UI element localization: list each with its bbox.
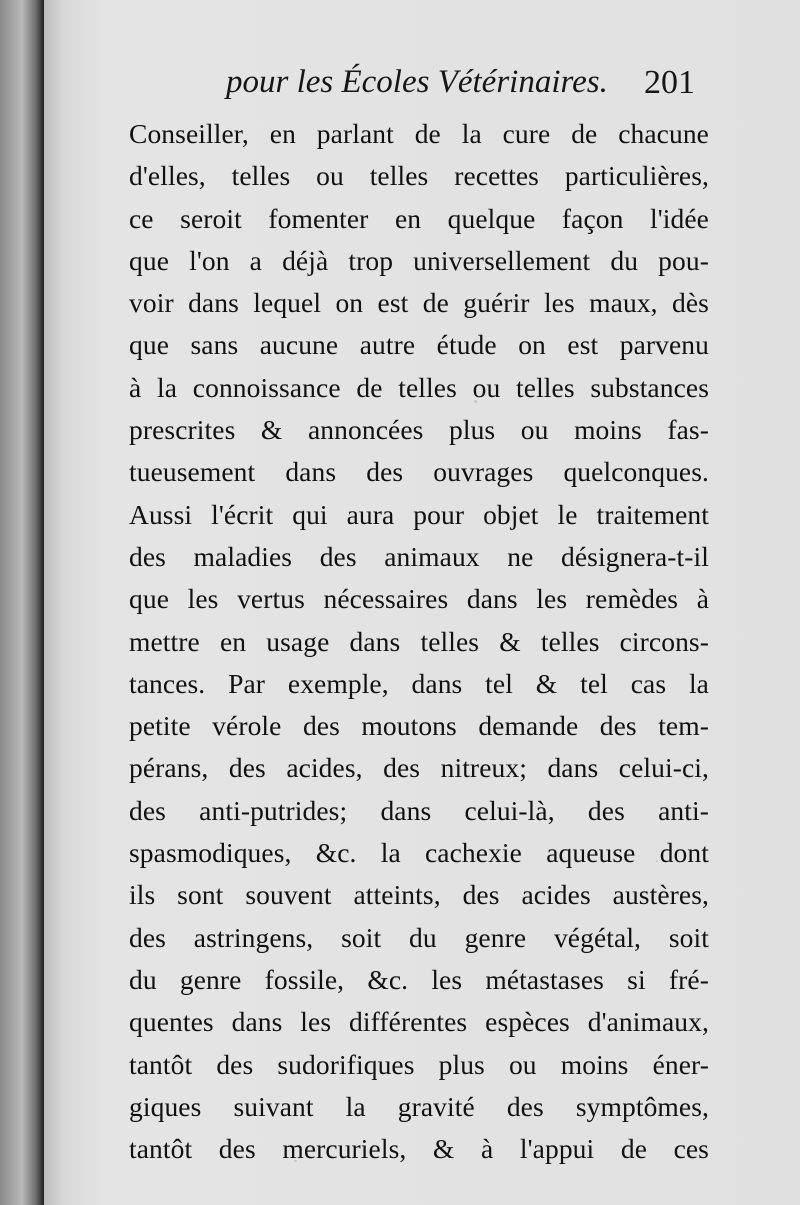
text-line: pérans, des acides, des nitreux; dans celui-ci,: [129, 752, 709, 784]
text-line: voir dans lequel on est de guérir les maux, dès: [129, 287, 709, 319]
text-line: d'elles, telles ou telles recettes particulières,: [129, 160, 709, 192]
book-page: [44, 0, 800, 1205]
text-line: tueusement dans des ouvrages quelconques.: [129, 456, 709, 488]
paper-speck: [474, 400, 477, 403]
text-line: tantôt des sudorifiques plus ou moins éner-: [129, 1048, 709, 1080]
text-line: des maladies des animaux ne désignera-t-il: [129, 540, 709, 572]
text-line: spasmodiques, &c. la cachexie aqueuse dont: [129, 837, 709, 869]
text-line: que les vertus nécessaires dans les remèdes à: [129, 583, 709, 615]
text-line: Aussi l'écrit qui aura pour objet le traitement: [129, 498, 709, 530]
text-line: des astringens, soit du genre végétal, soit: [129, 921, 709, 953]
page-number: 201: [644, 64, 695, 101]
text-line: prescrites & annoncées plus ou moins fas-: [129, 414, 709, 446]
text-line: petite vérole des moutons demande des tem-: [129, 710, 709, 742]
book-gutter: [0, 0, 44, 1205]
text-line: que l'on a déjà trop universellement du pou-: [129, 244, 709, 276]
text-line: Conseiller, en parlant de la cure de chacune: [129, 118, 709, 149]
text-line: mettre en usage dans telles & telles circons-: [129, 625, 709, 657]
body-text: [129, 113, 709, 1170]
text-line: quentes dans les différentes espèces d'animaux,: [129, 1006, 709, 1038]
text-line: giques suivant la gravité des symptômes,: [129, 1090, 709, 1122]
text-line: du genre fossile, &c. les métastases si fré-: [129, 963, 709, 995]
text-line: des anti-putrides; dans celui-là, des anti-: [129, 794, 709, 826]
text-line: que sans aucune autre étude on est parvenu: [129, 329, 709, 361]
text-line: tantôt des mercuriels, & à l'appui de ces: [129, 1133, 709, 1165]
paper-speck: [656, 860, 658, 862]
text-line: tances. Par exemple, dans tel & tel cas la: [129, 667, 709, 699]
paper-speck: [294, 1160, 297, 1162]
running-head: [44, 64, 800, 108]
text-line: à la connoissance de telles ou telles substances: [129, 371, 709, 403]
running-title: pour les Écoles Vétérinaires.: [226, 64, 608, 100]
text-line: ce seroit fomenter en quelque façon l'idée: [129, 202, 709, 234]
text-line: ils sont souvent atteints, des acides austères,: [129, 879, 709, 911]
